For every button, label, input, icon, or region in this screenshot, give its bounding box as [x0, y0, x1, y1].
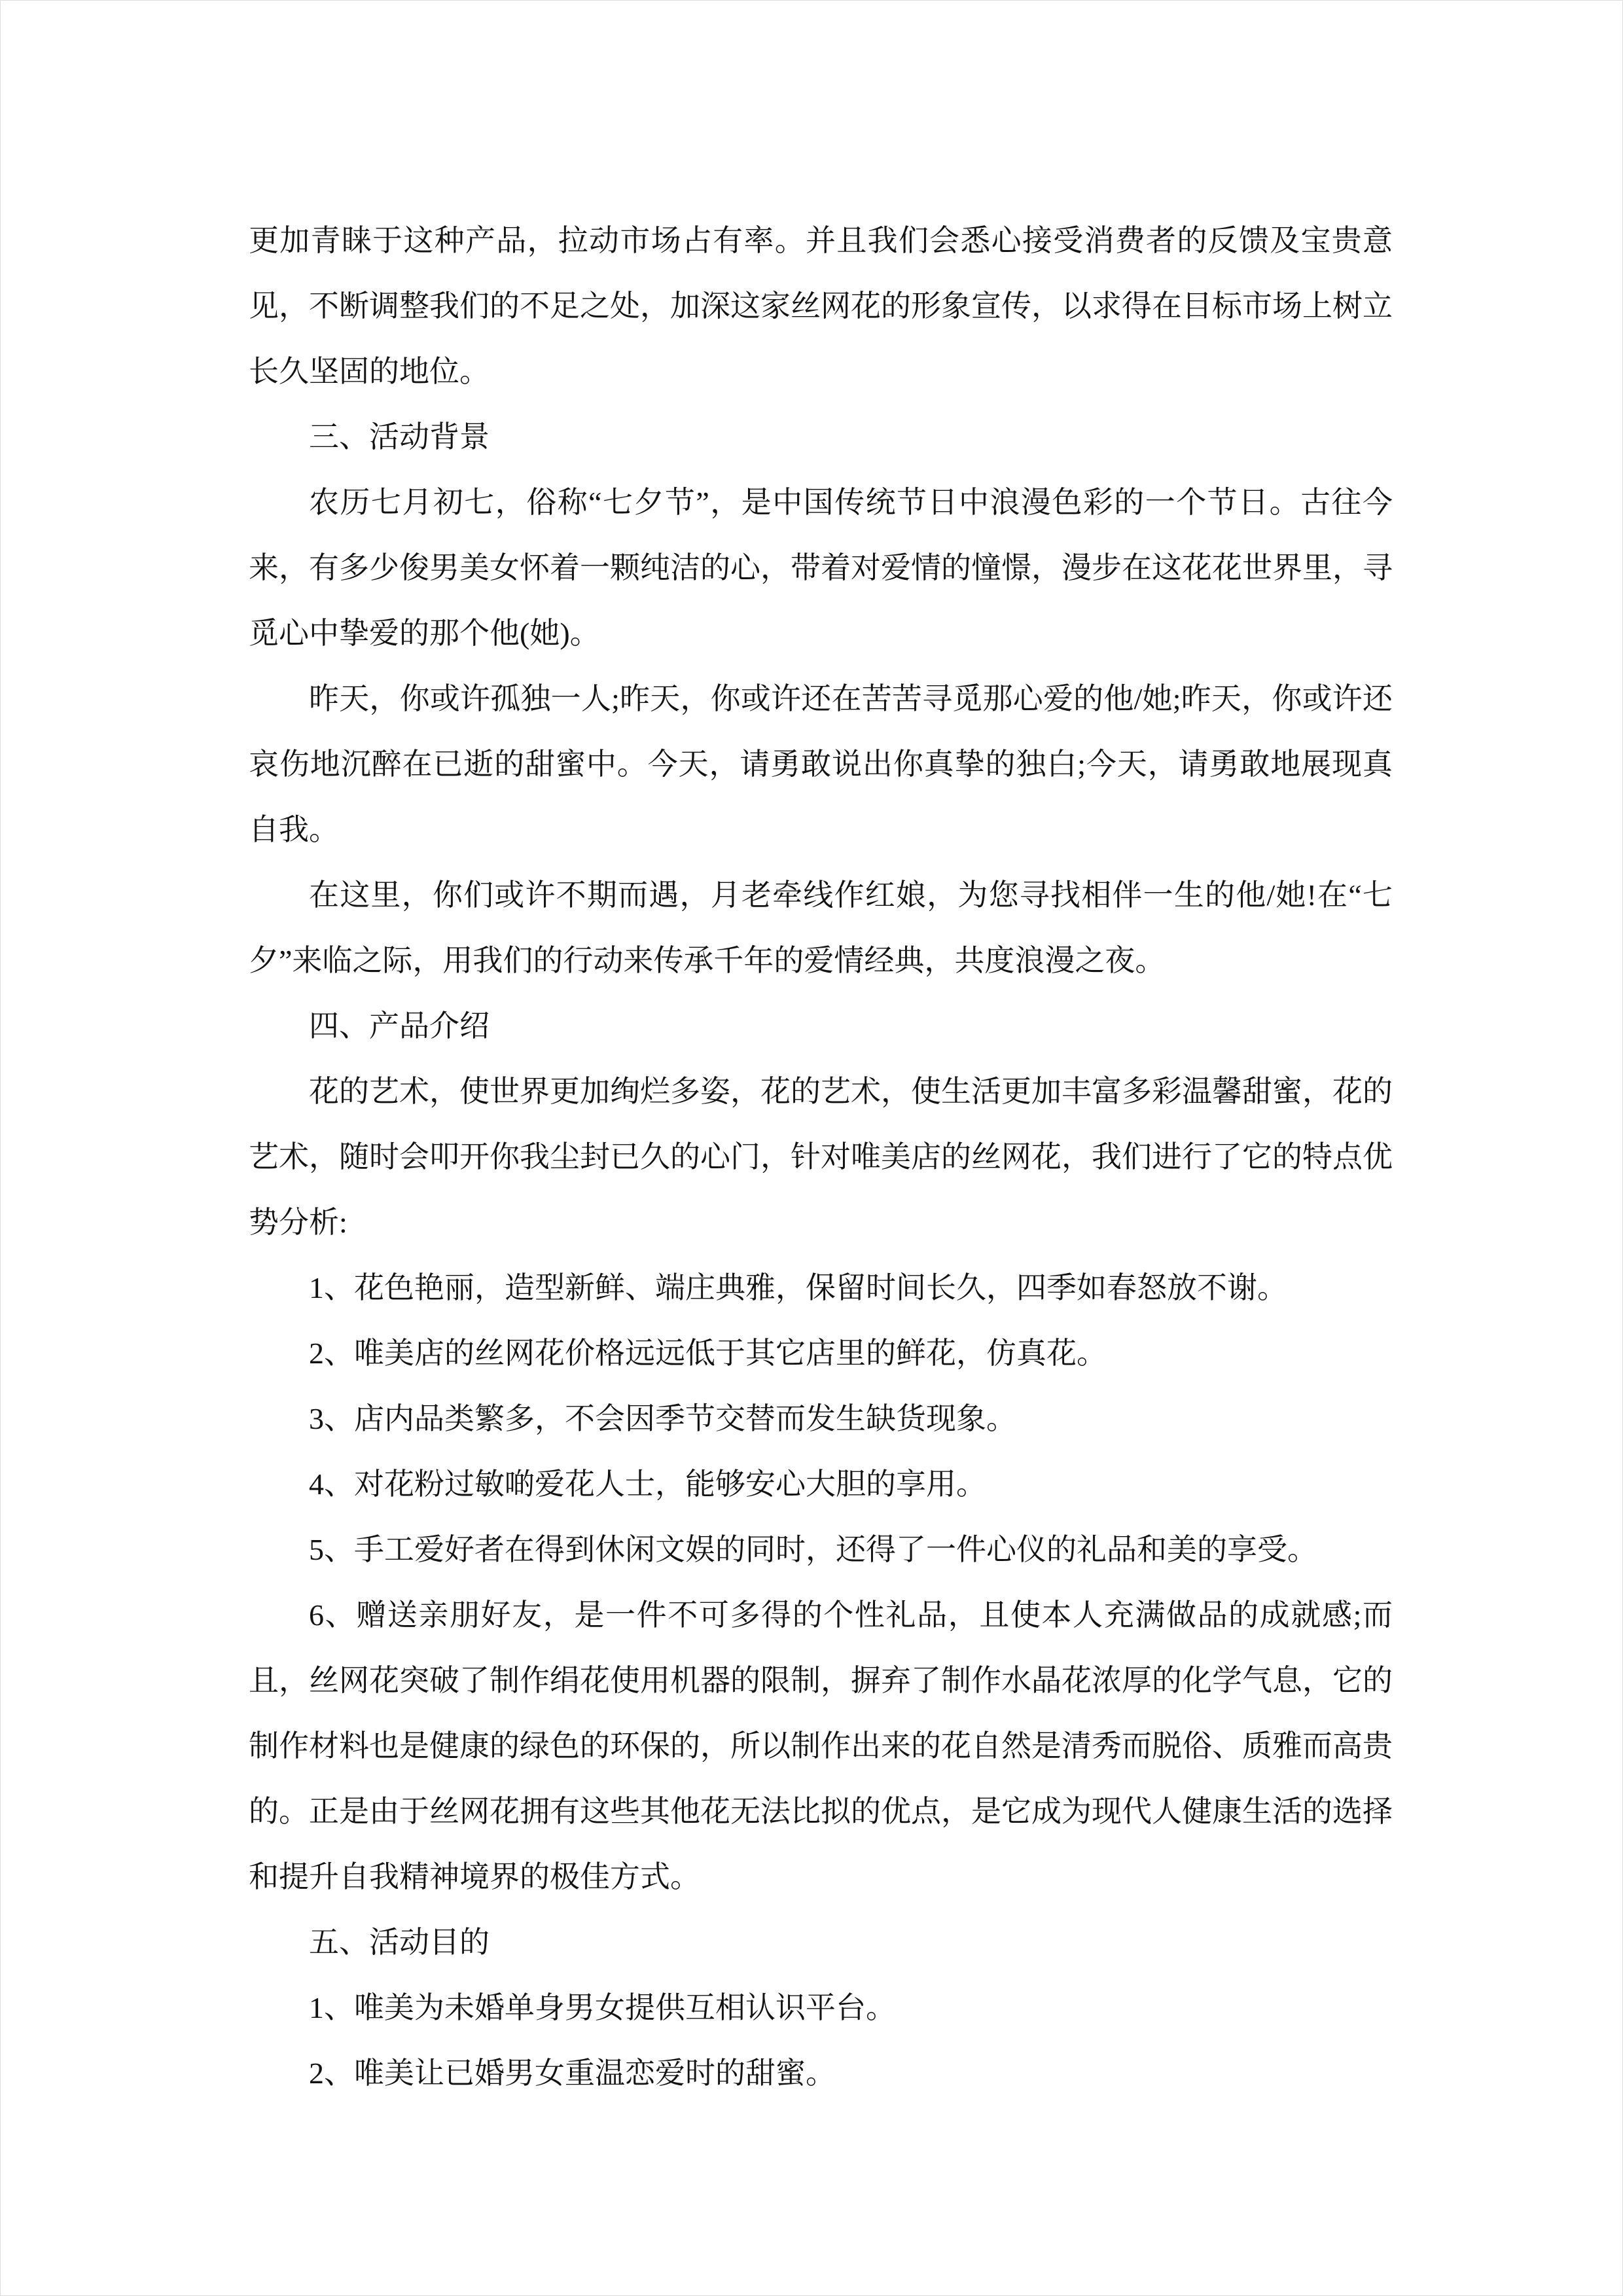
- paragraph: 花的艺术，使世界更加绚烂多姿，花的艺术，使生活更加丰富多彩温馨甜蜜，花的艺术，随时会叩开你我尘封已久的心门，针对唯美店的丝网花，我们进行了它的特点优势分析:: [249, 1075, 1393, 1239]
- list-item-6: 6、赠送亲朋好友，是一件不可多得的个性礼品，且使本人充满做品的成就感;而且，丝网花突破了制作绢花使用机器的限制，摒弃了制作水晶花浓厚的化学气息，它的制作材料也是健康的绿色的环保的，所以制作出来的花自然是清秀而脱俗、质雅而高贵的。正是由于丝网花拥有这些其他花无法比拟的优点，是它成为现代人健康生活的选择和提升自我精神境界的极佳方式。: [249, 1598, 1393, 1893]
- paragraph-continuation: 更加青睐于这种产品，拉动市场占有率。并且我们会悉心接受消费者的反馈及宝贵意见，不断调整我们的不足之处，加深这家丝网花的形象宣传，以求得在目标市场上树立长久坚固的地位。: [249, 224, 1393, 388]
- paragraph: 在这里，你们或许不期而遇，月老牵线作红娘，为您寻找相伴一生的他/她!在“七夕”来临之际，用我们的行动来传承千年的爱情经典，共度浪漫之夜。: [249, 878, 1393, 977]
- section-heading-product-intro: 四、产品介绍: [309, 1009, 490, 1043]
- list-item-2: 2、唯美店的丝网花价格远远低于其它店里的鲜花，仿真花。: [309, 1336, 1107, 1370]
- purpose-item-1: 1、唯美为未婚单身男女提供互相认识平台。: [309, 1991, 896, 2024]
- paragraph: 农历七月初七，俗称“七夕节”，是中国传统节日中浪漫色彩的一个节日。古往今来，有多少俊男美女怀着一颗纯洁的心，带着对爱情的憧憬，漫步在这花花世界里，寻觅心中挚爱的那个他(她)。: [249, 486, 1393, 650]
- list-item-4: 4、对花粉过敏啲爱花人士，能够安心大胆的享用。: [309, 1467, 986, 1501]
- paragraph: 昨天，你或许孤独一人;昨天，你或许还在苦苦寻觅那心爱的他/她;昨天，你或许还哀伤地沉醉在已逝的甜蜜中。今天，请勇敢说出你真挚的独白;今天，请勇敢地展现真自我。: [249, 682, 1393, 846]
- list-item-1: 1、花色艳丽，造型新鲜、端庄典雅，保留时间长久，四季如春怒放不谢。: [309, 1271, 1287, 1304]
- list-item-5: 5、手工爱好者在得到休闲文娱的同时，还得了一件心仪的礼品和美的享受。: [309, 1533, 1317, 1566]
- purpose-item-2: 2、唯美让已婚男女重温恋爱时的甜蜜。: [309, 2056, 836, 2090]
- list-item-3: 3、店内品类繁多，不会因季节交替而发生缺货现象。: [309, 1402, 1016, 1435]
- section-heading-background: 三、活动背景: [309, 420, 490, 454]
- section-heading-purpose: 五、活动目的: [309, 1926, 490, 1959]
